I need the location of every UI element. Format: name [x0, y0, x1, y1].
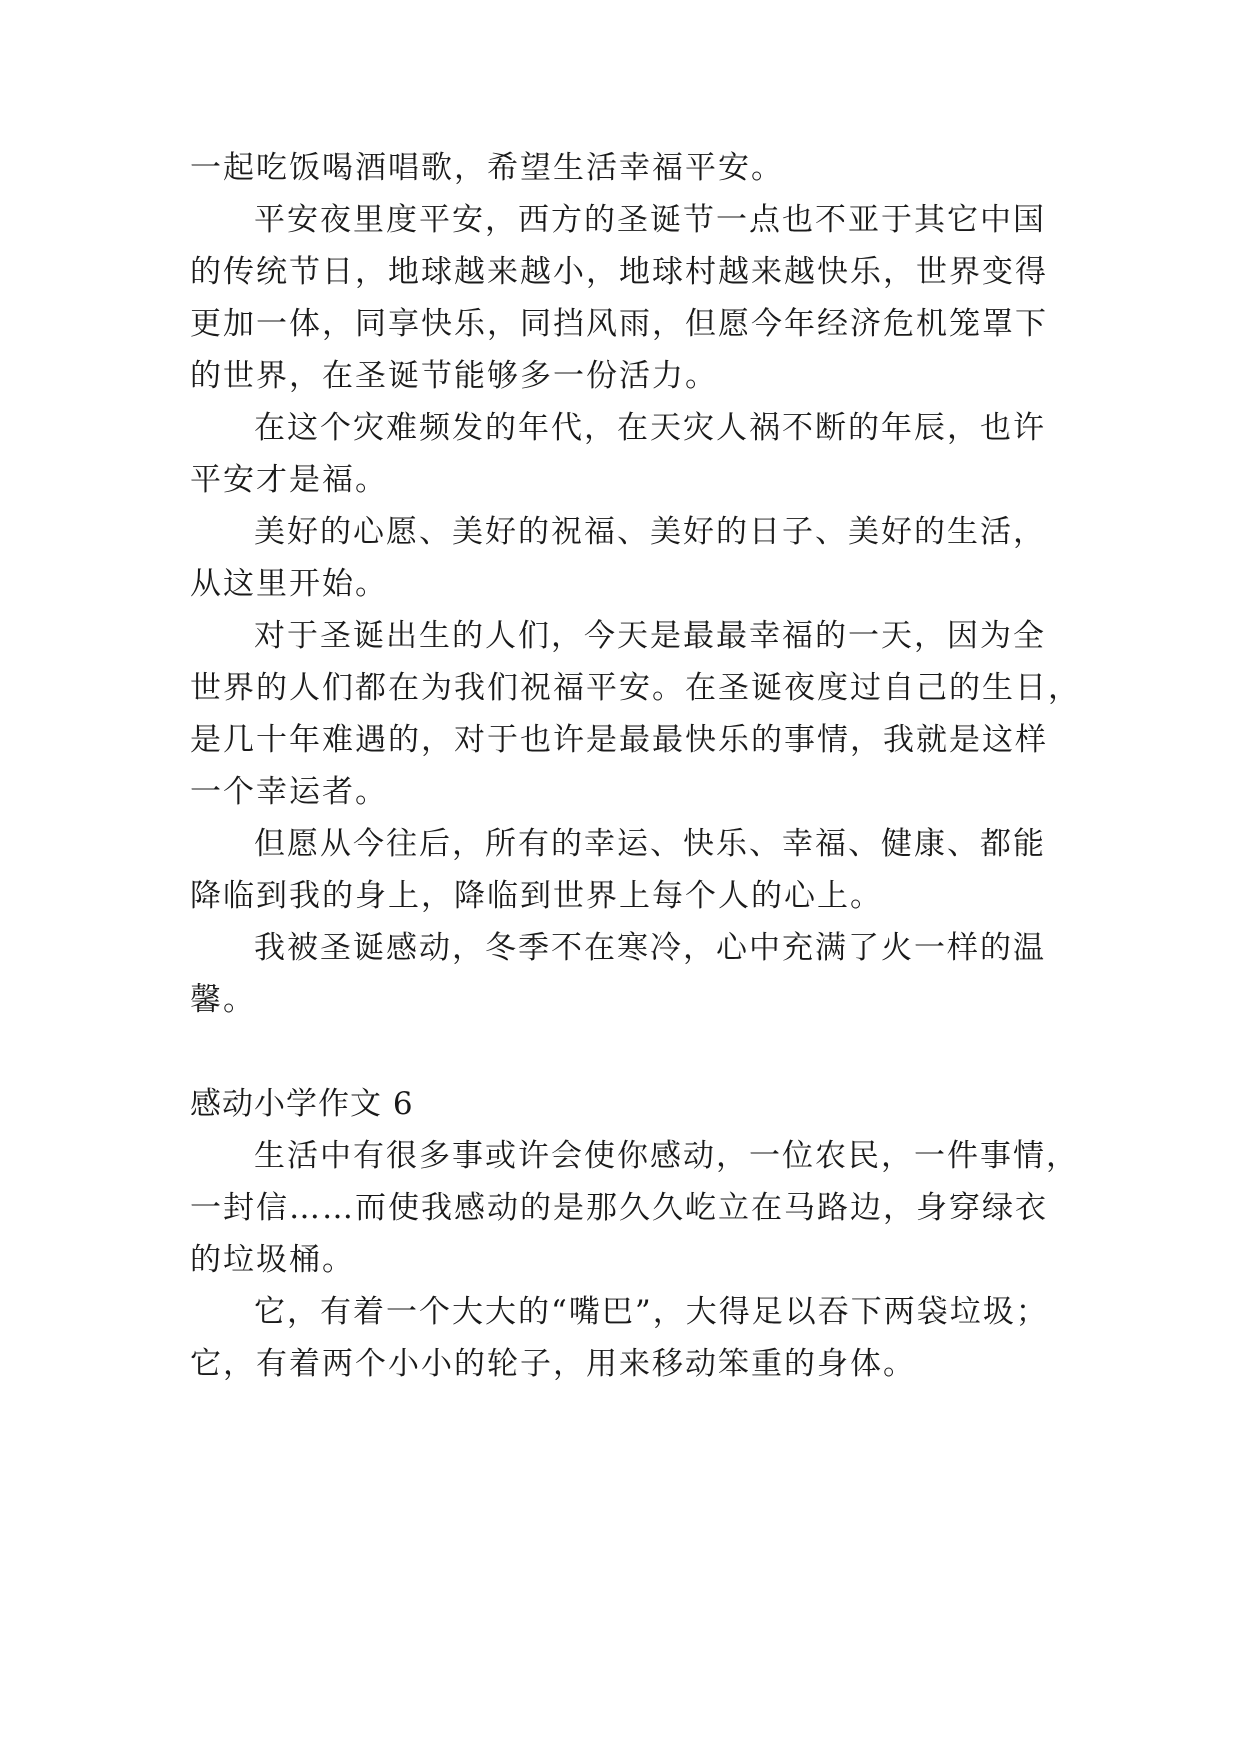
text-line: 降临到我的身上，降临到世界上每个人的心上。 [190, 878, 883, 914]
text-line: 馨。 [190, 982, 256, 1018]
paragraph-start: 在这个灾难频发的年代，在天灾人祸不断的年辰，也许 [254, 410, 1046, 446]
paragraph-start: 生活中有很多事或许会使你感动，一位农民，一件事情， [254, 1138, 1079, 1174]
paragraph-start: 对于圣诞出生的人们，今天是最最幸福的一天，因为全 [254, 618, 1046, 654]
text-line: 是几十年难遇的，对于也许是最最快乐的事情，我就是这样 [190, 722, 1048, 758]
text-line: 一个幸运者。 [190, 774, 388, 810]
paragraph-start: 但愿从今往后，所有的幸运、快乐、幸福、健康、都能 [254, 826, 1046, 862]
text-line: 它，有着两个小小的轮子，用来移动笨重的身体。 [190, 1346, 916, 1382]
text-line: 平安才是福。 [190, 462, 388, 498]
paragraph-start: 平安夜里度平安，西方的圣诞节一点也不亚于其它中国 [254, 202, 1046, 238]
paragraph-start: 它，有着一个大大的“嘴巴”，大得足以吞下两袋垃圾； [254, 1294, 1049, 1330]
text-line: 的世界，在圣诞节能够多一份活力。 [190, 358, 718, 394]
text-line: 世界的人们都在为我们祝福平安。在圣诞夜度过自己的生日， [190, 670, 1081, 706]
text-line: 从这里开始。 [190, 566, 388, 602]
text-line: 的传统节日，地球越来越小，地球村越来越快乐，世界变得 [190, 254, 1048, 290]
text-line: 一起吃饭喝酒唱歌，希望生活幸福平安。 [190, 150, 784, 186]
text-line: 更加一体，同享快乐，同挡风雨，但愿今年经济危机笼罩下 [190, 306, 1048, 342]
paragraph-start: 美好的心愿、美好的祝福、美好的日子、美好的生活， [254, 514, 1046, 550]
section-heading: 感动小学作文 6 [190, 1086, 414, 1122]
text-line: 的垃圾桶。 [190, 1242, 355, 1278]
paragraph-start: 我被圣诞感动，冬季不在寒冷，心中充满了火一样的温 [254, 930, 1046, 966]
text-line: 一封信……而使我感动的是那久久屹立在马路边，身穿绿衣 [190, 1190, 1048, 1226]
